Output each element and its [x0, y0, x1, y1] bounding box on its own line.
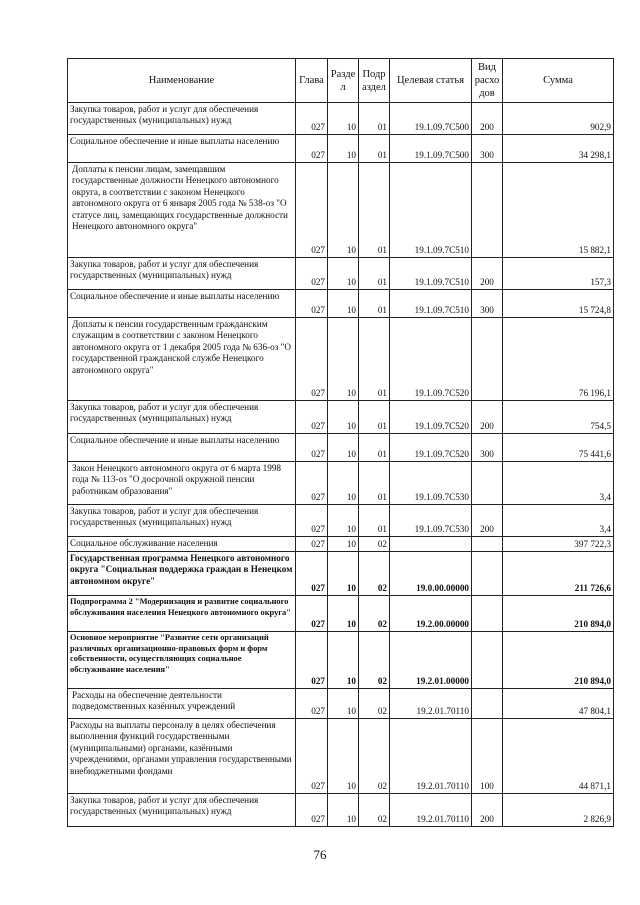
- row-name: Расходы на обеспечение деятельности подведомственных казённых учреждений: [68, 689, 296, 719]
- row-section: 10: [328, 719, 359, 794]
- row-subsection: 01: [359, 318, 390, 401]
- row-expense-type: 300: [472, 290, 503, 318]
- row-subsection: 01: [359, 401, 390, 434]
- row-chapter: 027: [296, 537, 328, 552]
- header-chapter: Глава: [296, 59, 328, 103]
- row-chapter: 027: [296, 794, 328, 827]
- row-chapter: 027: [296, 719, 328, 794]
- row-amount: 902,9: [503, 103, 614, 135]
- row-amount: 34 298,1: [503, 135, 614, 163]
- row-subsection: 01: [359, 135, 390, 163]
- row-target-article: 19.2.01.70110: [390, 689, 472, 719]
- row-target-article: 19.1.09.7С510: [390, 258, 472, 290]
- header-section: Разде л: [328, 59, 359, 103]
- row-name: Социальное обеспечение и иные выплаты населению: [68, 290, 296, 318]
- row-name: Закупка товаров, работ и услуг для обеспечения государственных (муниципальных) нужд: [68, 794, 296, 827]
- row-expense-type: 200: [472, 401, 503, 434]
- row-expense-type: 200: [472, 505, 503, 537]
- row-name: Закупка товаров, работ и услуг для обеспечения государственных (муниципальных) нужд: [68, 258, 296, 290]
- row-section: 10: [328, 103, 359, 135]
- row-expense-type: 100: [472, 719, 503, 794]
- row-chapter: 027: [296, 689, 328, 719]
- row-expense-type: 200: [472, 103, 503, 135]
- row-name: Доплаты к пенсии лицам, замещавшим государственные должности Ненецкого автономного округа, в соответствии с законом Ненецкого автономного округа от 6 января 2005 года № 538-оз "О статусе лиц, замещающих государственные должности Ненецкого автономного округа": [68, 163, 296, 258]
- table-row: [68, 632, 614, 689]
- table-row: [68, 103, 614, 135]
- row-subsection: 02: [359, 689, 390, 719]
- row-name: Закупка товаров, работ и услуг для обеспечения государственных (муниципальных) нужд: [68, 505, 296, 537]
- row-section: 10: [328, 552, 359, 596]
- row-expense-type: [472, 596, 503, 632]
- row-target-article: [390, 537, 472, 552]
- row-target-article: 19.1.09.7С520: [390, 434, 472, 462]
- table-row: [68, 552, 614, 596]
- row-name: Основное мероприятие "Развитие сети организаций различных организационно-правовых форм и форм собственности, осуществляющих социальное обслуживание населения": [68, 632, 296, 689]
- row-name: Доплаты к пенсии государственным гражданским служащим в соответствии с законом Ненецкого автономного округа от 1 декабря 2005 года № 636-оз "О государственной гражданской службе Ненецкого автономного округа": [68, 318, 296, 401]
- row-amount: 75 441,6: [503, 434, 614, 462]
- row-subsection: 01: [359, 462, 390, 505]
- row-subsection: 02: [359, 632, 390, 689]
- row-section: 10: [328, 794, 359, 827]
- header-target-article: Целевая статья: [390, 59, 472, 103]
- row-target-article: 19.1.09.7С530: [390, 462, 472, 505]
- row-chapter: 027: [296, 401, 328, 434]
- row-section: 10: [328, 596, 359, 632]
- row-section: 10: [328, 401, 359, 434]
- row-name: Социальное обеспечение и иные выплаты населению: [68, 135, 296, 163]
- row-expense-type: 200: [472, 794, 503, 827]
- table-row: [68, 401, 614, 434]
- row-name: Расходы на выплаты персоналу в целях обеспечения выполнения функций государственными (муниципальными) органами, казёнными учреждениями, органами управления государственными внебюджетными фондами: [68, 719, 296, 794]
- row-target-article: 19.1.09.7С500: [390, 135, 472, 163]
- row-chapter: 027: [296, 596, 328, 632]
- row-section: 10: [328, 689, 359, 719]
- row-subsection: 02: [359, 794, 390, 827]
- row-target-article: 19.1.09.7С510: [390, 163, 472, 258]
- row-amount: 754,5: [503, 401, 614, 434]
- table-row: [68, 537, 614, 552]
- row-expense-type: [472, 632, 503, 689]
- row-chapter: 027: [296, 552, 328, 596]
- row-section: 10: [328, 537, 359, 552]
- row-section: 10: [328, 290, 359, 318]
- row-amount: 397 722,3: [503, 537, 614, 552]
- budget-table-container: [67, 58, 613, 827]
- row-chapter: 027: [296, 434, 328, 462]
- row-amount: 76 196,1: [503, 318, 614, 401]
- row-name: Подпрограмма 2 "Модернизация и развитие социального обслуживания населения Ненецкого автономного округа": [68, 596, 296, 632]
- row-target-article: 19.0.00.00000: [390, 552, 472, 596]
- row-name: Государственная программа Ненецкого автономного округа "Социальная поддержка граждан в Ненецком автономном округе": [68, 552, 296, 596]
- table-row: [68, 258, 614, 290]
- row-subsection: 01: [359, 163, 390, 258]
- row-target-article: 19.2.01.70110: [390, 719, 472, 794]
- row-subsection: 02: [359, 537, 390, 552]
- row-section: 10: [328, 318, 359, 401]
- row-name: Социальное обеспечение и иные выплаты населению: [68, 434, 296, 462]
- row-name: Закон Ненецкого автономного округа от 6 марта 1998 года № 113-оз "О досрочной окружной пенсии работникам образования": [68, 462, 296, 505]
- row-subsection: 02: [359, 719, 390, 794]
- table-row: [68, 719, 614, 794]
- row-expense-type: [472, 462, 503, 505]
- row-target-article: 19.1.09.7С510: [390, 290, 472, 318]
- table-row: [68, 689, 614, 719]
- row-amount: 15 724,8: [503, 290, 614, 318]
- row-amount: 210 894,0: [503, 632, 614, 689]
- row-target-article: 19.1.09.7С520: [390, 401, 472, 434]
- row-subsection: 01: [359, 505, 390, 537]
- budget-table: [67, 58, 614, 827]
- row-section: 10: [328, 163, 359, 258]
- row-section: 10: [328, 462, 359, 505]
- header-amount: Сумма: [503, 59, 614, 103]
- table-row: [68, 163, 614, 258]
- row-section: 10: [328, 258, 359, 290]
- row-amount: 3,4: [503, 462, 614, 505]
- row-section: 10: [328, 632, 359, 689]
- row-amount: 47 804,1: [503, 689, 614, 719]
- row-target-article: 19.2.01.70110: [390, 794, 472, 827]
- row-amount: 157,3: [503, 258, 614, 290]
- table-row: [68, 135, 614, 163]
- row-target-article: 19.2.01.00000: [390, 632, 472, 689]
- row-expense-type: 300: [472, 135, 503, 163]
- table-row: [68, 434, 614, 462]
- page-number: 76: [313, 847, 327, 862]
- row-section: 10: [328, 434, 359, 462]
- row-chapter: 027: [296, 318, 328, 401]
- table-row: [68, 462, 614, 505]
- row-amount: 44 871,1: [503, 719, 614, 794]
- row-chapter: 027: [296, 135, 328, 163]
- row-chapter: 027: [296, 462, 328, 505]
- row-amount: 210 894,0: [503, 596, 614, 632]
- row-subsection: 01: [359, 290, 390, 318]
- row-chapter: 027: [296, 632, 328, 689]
- row-expense-type: 300: [472, 434, 503, 462]
- row-amount: 3,4: [503, 505, 614, 537]
- table-header-row: [68, 59, 614, 103]
- row-target-article: 19.1.09.7С530: [390, 505, 472, 537]
- row-section: 10: [328, 135, 359, 163]
- row-amount: 2 826,9: [503, 794, 614, 827]
- row-name: Социальное обслуживание населения: [68, 537, 296, 552]
- row-subsection: 01: [359, 103, 390, 135]
- table-row: [68, 290, 614, 318]
- table-row: [68, 505, 614, 537]
- row-amount: 211 726,6: [503, 552, 614, 596]
- row-expense-type: [472, 163, 503, 258]
- row-subsection: 01: [359, 434, 390, 462]
- row-chapter: 027: [296, 163, 328, 258]
- row-expense-type: [472, 318, 503, 401]
- header-subsection: Подр аздел: [359, 59, 390, 103]
- row-target-article: 19.2.00.00000: [390, 596, 472, 632]
- row-target-article: 19.1.09.7С500: [390, 103, 472, 135]
- row-chapter: 027: [296, 103, 328, 135]
- row-expense-type: [472, 689, 503, 719]
- row-chapter: 027: [296, 290, 328, 318]
- row-amount: 15 882,1: [503, 163, 614, 258]
- header-name: Наименование: [68, 59, 296, 103]
- row-expense-type: [472, 552, 503, 596]
- row-subsection: 02: [359, 596, 390, 632]
- row-name: Закупка товаров, работ и услуг для обеспечения государственных (муниципальных) нужд: [68, 401, 296, 434]
- table-row: [68, 318, 614, 401]
- row-target-article: 19.1.09.7С520: [390, 318, 472, 401]
- row-section: 10: [328, 505, 359, 537]
- row-subsection: 01: [359, 258, 390, 290]
- row-chapter: 027: [296, 505, 328, 537]
- table-row: [68, 794, 614, 827]
- row-name: Закупка товаров, работ и услуг для обеспечения государственных (муниципальных) нужд: [68, 103, 296, 135]
- row-chapter: 027: [296, 258, 328, 290]
- header-expense-type: Вид расхо дов: [472, 59, 503, 103]
- table-row: [68, 596, 614, 632]
- row-expense-type: [472, 537, 503, 552]
- row-expense-type: 200: [472, 258, 503, 290]
- row-subsection: 02: [359, 552, 390, 596]
